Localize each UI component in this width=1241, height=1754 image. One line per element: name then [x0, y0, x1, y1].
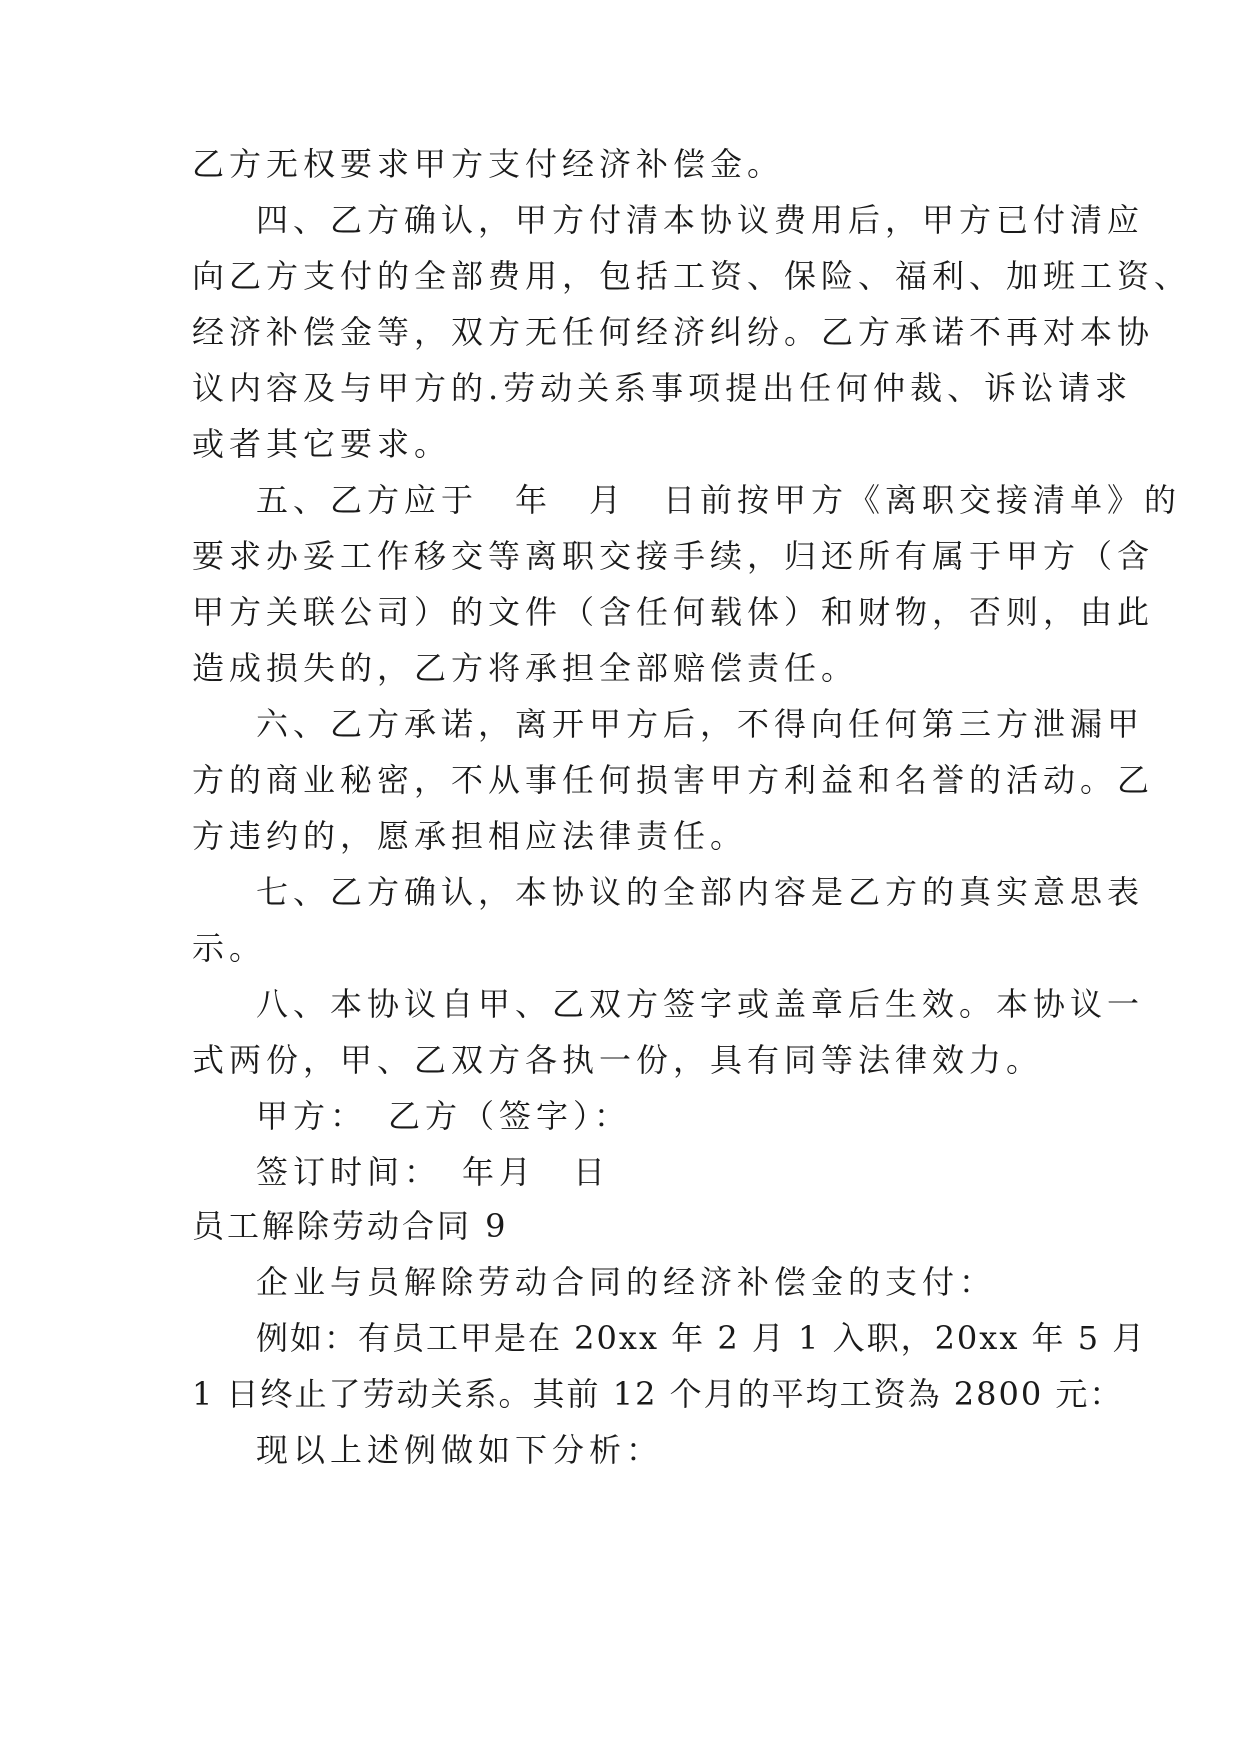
text-line: 五、乙方应于 年 月 日前按甲方《离职交接清单》的 [256, 481, 1182, 519]
text-line: 造成损失的，乙方将承担全部赔偿责任。 [192, 649, 859, 687]
text-line: 四、乙方确认，甲方付清本协议费用后，甲方已付清应 [256, 201, 1145, 239]
text-line: 1 日终止了劳动关系。其前 12 个月的平均工资為 2800 元： [192, 1375, 1124, 1413]
text-line: 经济补偿金等，双方无任何经济纠纷。乙方承诺不再对本协 [192, 313, 1155, 351]
text-line: 例如：有员工甲是在 20xx 年 2 月 1 入职，20xx 年 5 月 [256, 1319, 1147, 1357]
text-line: 乙方无权要求甲方支付经济补偿金。 [192, 145, 785, 183]
text-line: 或者其它要求。 [192, 425, 452, 463]
signing-date-line: 签订时间： 年月 日 [256, 1153, 611, 1191]
text-line: 示。 [192, 929, 267, 967]
text-line: 七、乙方确认，本协议的全部内容是乙方的真实意思表 [256, 873, 1145, 911]
text-line: 方的商业秘密，不从事任何损害甲方利益和名誉的活动。乙 [192, 761, 1155, 799]
text-line: 向乙方支付的全部费用，包括工资、保险、福利、加班工资、 [192, 257, 1192, 295]
signature-parties-line: 甲方： 乙方（签字）： [256, 1097, 632, 1135]
text-line: 甲方关联公司）的文件（含任何载体）和财物，否则，由此 [192, 593, 1155, 631]
text-line: 六、乙方承诺，离开甲方后，不得向任何第三方泄漏甲 [256, 705, 1145, 743]
text-line: 方违约的，愿承担相应法律责任。 [192, 817, 748, 855]
text-line: 八、本协议自甲、乙双方签字或盖章后生效。本协议一 [256, 985, 1145, 1023]
text-line: 议内容及与甲方的.劳动关系事项提出任何仲裁、诉讼请求 [192, 369, 1133, 407]
text-line: 现以上述例做如下分析： [256, 1431, 664, 1469]
section-title: 员工解除劳动合同 9 [192, 1207, 509, 1245]
text-line: 要求办妥工作移交等离职交接手续，归还所有属于甲方（含 [192, 537, 1155, 575]
text-line: 企业与员解除劳动合同的经济补偿金的支付： [256, 1263, 997, 1301]
text-line: 式两份，甲、乙双方各执一份，具有同等法律效力。 [192, 1041, 1044, 1079]
